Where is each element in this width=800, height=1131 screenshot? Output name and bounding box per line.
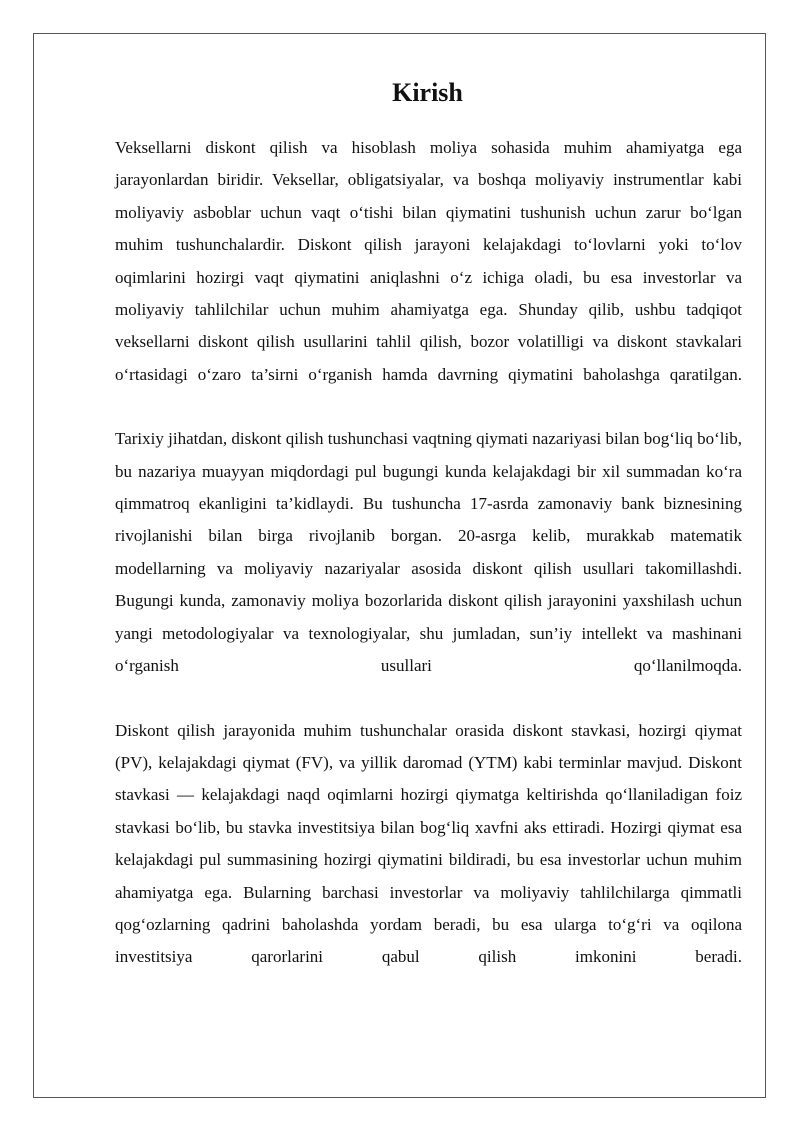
page-title <box>115 75 742 111</box>
paragraph-1: Veksellarni diskont qilish va hisoblash moliya sohasida muhim ahamiyatga ega jarayonlardan biridir. Veksellar, obligatsiyalar, va boshqa moliyaviy instrumentlar kabi moliyaviy asboblar uchun vaqt o‘tishi bilan qiymatini tushunish uchun zarur bo‘lgan muhim tushunchalardir. Diskont qilish jarayoni kelajakdagi to‘lovlarni yoki to‘lov oqimlarini hozirgi vaqt qiymatini aniqlashni o‘z ichiga oladi, bu esa investorlar va moliyaviy tahlilchilar uchun muhim ahamiyatga ega. Shunday qilib, ushbu tadqiqot veksellarni diskont qilish usullarini tahlil qilish, bozor volatilligi va diskont stavkalari o‘rtasidagi o‘zaro ta’sirni o‘rganish hamda davrning qiymatini baholashga qaratilgan. <box>115 138 742 384</box>
paragraph-3: Diskont qilish jarayonida muhim tushunchalar orasida diskont stavkasi, hozirgi qiymat (PV), kelajakdagi qiymat (FV), va yillik daromad (YTM) kabi terminlar mavjud. Diskont stavkasi — kelajakdagi naqd oqimlarni hozirgi qiymatga keltirishda qo‘llaniladigan foiz stavkasi bo‘lib, bu stavka investitsiya bilan bog‘liq xavfni aks ettiradi. Hozirgi qiymat esa kelajakdagi pul summasining hozirgi qiymatini bildiradi, bu esa investorlar uchun muhim ahamiyatga ega. Bularning barchasi investorlar va moliyaviy tahlilchilarga qimmatli qog‘ozlarning qadrini baholashda yordam beradi, bu esa ularga to‘g‘ri va oqilona investitsiya qarorlarini qabul qilish imkonini beradi. <box>115 720 742 967</box>
paragraph-2: Tarixiy jihatdan, diskont qilish tushunchasi vaqtning qiymati nazariyasi bilan bog‘liq bo‘lib, bu nazariya muayyan miqdordagi pul bugungi kunda kelajakdagi bir xil summadan ko‘ra qimmatroq ekanligini ta’kidlaydi. Bu tushuncha 17-asrda zamonaviy bank biznesining rivojlanishi bilan birga rivojlanib borgan. 20-asrga kelib, murakkab matematik modellarning va moliyaviy nazariyalar asosida diskont qilish usullari takomillashdi. Bugungi kunda, zamonaviy moliya bozorlarida diskont qilish jarayonini yaxshilash uchun yangi metodologiyalar va texnologiyalar, shu jumladan, sun’iy intellekt va mashinani o‘rganish usullari qo‘llanilmoqda. <box>115 429 742 676</box>
page-title-text: Kirish <box>392 78 463 107</box>
document-body <box>115 75 742 1006</box>
